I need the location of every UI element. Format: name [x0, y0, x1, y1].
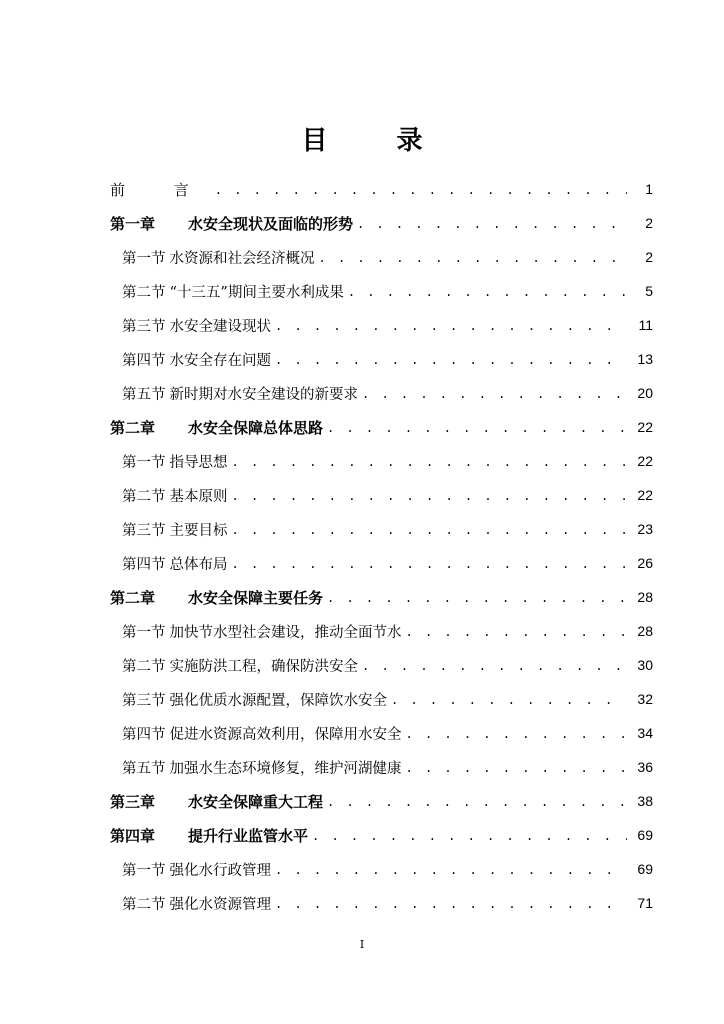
toc-entry-section[interactable]: [110, 886, 653, 920]
toc-dot-leader: [327, 793, 627, 809]
toc-entry-label: [122, 723, 402, 744]
toc-entry-label: [122, 859, 271, 880]
toc-page-number: 38: [637, 793, 653, 809]
toc-entry-label: [122, 349, 271, 370]
toc-entry-label: [110, 179, 211, 200]
toc-entry-label: [122, 621, 402, 642]
toc-entry-section[interactable]: [110, 750, 653, 784]
toc-dot-leader: [406, 759, 628, 775]
toc-entry-label: [122, 451, 228, 472]
toc-entry-title: 主要目标: [169, 522, 228, 539]
toc-entry-number: 第五节: [122, 760, 166, 777]
toc-entry-number: 第四节: [122, 556, 166, 573]
toc-entry-number: 第二节: [122, 284, 166, 301]
toc-page-number: 20: [637, 385, 653, 401]
toc-entry-section[interactable]: [110, 716, 653, 750]
toc-entry-number: 第二节: [122, 488, 166, 505]
toc-entry-chapter[interactable]: [110, 580, 653, 614]
page-footer-number: I: [359, 938, 365, 951]
toc-page-number: 22: [637, 453, 653, 469]
toc-entry-title: 加强水生态环境修复，维护河湖健康: [169, 760, 402, 777]
toc-entry-title: 水安全保障总体思路: [188, 418, 324, 437]
toc-page-number: 28: [637, 589, 653, 605]
toc-entry-number: 前 言: [110, 180, 211, 199]
toc-entry-label: [122, 281, 344, 302]
toc-entry-title: 促进水资源高效利用，保障用水安全: [169, 726, 402, 743]
toc-entry-label: [122, 655, 358, 676]
toc-entry-section[interactable]: [110, 240, 653, 274]
toc-page-number: 23: [637, 521, 653, 537]
toc-page-number: 69: [637, 861, 653, 877]
toc-entry-label: [110, 213, 353, 234]
toc-entry-label: [110, 417, 323, 438]
toc-entry-number: 第三章: [110, 792, 156, 811]
toc-page-number: 28: [637, 623, 653, 639]
toc-entry-label: [122, 519, 228, 540]
toc-entry-label: [122, 315, 271, 336]
toc-entry-title: 指导思想: [169, 454, 228, 471]
toc-entry-title: 强化优质水源配置，保障饮水安全: [169, 692, 387, 709]
toc-dot-leader: [232, 487, 628, 503]
toc-entry-number: 第三节: [122, 692, 166, 709]
toc-page-number: 2: [645, 215, 653, 231]
toc-page-number: 22: [637, 487, 653, 503]
toc-entry-section[interactable]: [110, 852, 653, 886]
toc-entry-title: 加快节水型社会建设，推动全面节水: [169, 624, 402, 641]
toc-dot-leader: [275, 351, 627, 367]
toc-entry-label: [122, 689, 387, 710]
toc-entry-number: 第二节: [122, 896, 166, 913]
toc-dot-leader: [406, 623, 628, 639]
toc-dot-leader: [232, 521, 628, 537]
toc-entry-number: 第一节: [122, 454, 166, 471]
toc-entry-label: [122, 383, 358, 404]
toc-entry-number: 第一节: [122, 862, 166, 879]
toc-dot-leader: [362, 657, 627, 673]
toc-dot-leader: [232, 555, 628, 571]
toc-dot-leader: [348, 283, 627, 299]
toc-entry-section[interactable]: [110, 648, 653, 682]
toc-entry-number: 第三节: [122, 522, 166, 539]
toc-entry-title: 基本原则: [169, 488, 228, 505]
toc-entry-number: 第一节: [122, 250, 166, 267]
toc-page-number: 32: [637, 691, 653, 707]
toc-entry-label: [122, 247, 315, 268]
toc-page-number: 11: [638, 317, 653, 333]
toc-page-number: 1: [645, 181, 653, 197]
toc-entry-number: 第二章: [110, 418, 156, 437]
toc-entry-section[interactable]: [110, 546, 653, 580]
toc-dot-leader: [406, 725, 628, 741]
toc-page-number: 30: [637, 657, 653, 673]
toc-dot-leader: [319, 249, 628, 265]
toc-entry-section[interactable]: [110, 274, 653, 308]
toc-entry-preface[interactable]: [110, 172, 653, 206]
table-of-contents: [110, 172, 653, 920]
toc-dot-leader: [312, 827, 627, 843]
toc-page-number: 22: [637, 419, 653, 435]
toc-entry-title: 实施防洪工程，确保防洪安全: [169, 658, 358, 675]
toc-entry-title: 强化水资源管理: [169, 896, 271, 913]
toc-entry-title: “十三五”期间主要水利成果: [169, 284, 344, 301]
toc-page-number: 71: [637, 895, 653, 911]
toc-entry-section[interactable]: [110, 308, 653, 342]
toc-entry-title: 水安全建设现状: [169, 318, 271, 335]
toc-entry-title: 水安全保障重大工程: [188, 792, 324, 811]
toc-page-number: 34: [637, 725, 653, 741]
toc-page-number: 2: [645, 249, 653, 265]
toc-entry-title: 水安全保障主要任务: [188, 588, 324, 607]
toc-entry-label: [122, 757, 402, 778]
toc-entry-section[interactable]: [110, 376, 653, 410]
toc-entry-label: [110, 791, 323, 812]
toc-entry-number: 第四章: [110, 826, 156, 845]
toc-dot-leader: [275, 861, 627, 877]
toc-entry-chapter[interactable]: [110, 410, 653, 444]
toc-entry-label: [110, 587, 323, 608]
toc-entry-label: [122, 485, 228, 506]
toc-title: 目 录: [301, 126, 453, 156]
toc-entry-number: 第五节: [122, 386, 166, 403]
toc-entry-title: 水安全现状及面临的形势: [188, 214, 354, 233]
toc-page-number: 69: [637, 827, 653, 843]
toc-entry-chapter[interactable]: [110, 206, 653, 240]
toc-entry-section[interactable]: [110, 682, 653, 716]
toc-entry-section[interactable]: [110, 444, 653, 478]
toc-entry-chapter[interactable]: [110, 818, 653, 852]
toc-entry-number: 第二节: [122, 658, 166, 675]
toc-dot-leader: [215, 181, 627, 197]
toc-dot-leader: [232, 453, 628, 469]
toc-entry-title: 提升行业监管水平: [188, 826, 309, 845]
toc-entry-title: 总体布局: [169, 556, 228, 573]
toc-entry-number: 第二章: [110, 588, 156, 607]
toc-entry-label: [110, 825, 308, 846]
toc-entry-label: [122, 893, 271, 914]
toc-dot-leader: [327, 419, 627, 435]
toc-entry-title: 水资源和社会经济概况: [169, 250, 315, 267]
toc-dot-leader: [391, 691, 627, 707]
toc-entry-section[interactable]: [110, 478, 653, 512]
toc-entry-section[interactable]: [110, 342, 653, 376]
toc-dot-leader: [275, 895, 627, 911]
toc-entry-chapter[interactable]: [110, 784, 653, 818]
toc-entry-section[interactable]: [110, 512, 653, 546]
toc-entry-number: 第四节: [122, 352, 166, 369]
toc-page-number: 26: [637, 555, 653, 571]
toc-entry-title: 强化水行政管理: [169, 862, 271, 879]
toc-entry-label: [122, 553, 228, 574]
toc-entry-number: 第一章: [110, 214, 156, 233]
toc-entry-number: 第三节: [122, 318, 166, 335]
toc-entry-title: 新时期对水安全建设的新要求: [169, 386, 358, 403]
toc-dot-leader: [357, 215, 627, 231]
toc-entry-title: 水安全存在问题: [169, 352, 271, 369]
toc-dot-leader: [275, 317, 627, 333]
toc-page-number: 13: [637, 351, 653, 367]
toc-page-number: 5: [645, 283, 653, 299]
toc-dot-leader: [327, 589, 627, 605]
toc-entry-section[interactable]: [110, 614, 653, 648]
toc-page-number: 36: [637, 759, 653, 775]
toc-entry-number: 第四节: [122, 726, 166, 743]
toc-dot-leader: [362, 385, 627, 401]
toc-entry-number: 第一节: [122, 624, 166, 641]
